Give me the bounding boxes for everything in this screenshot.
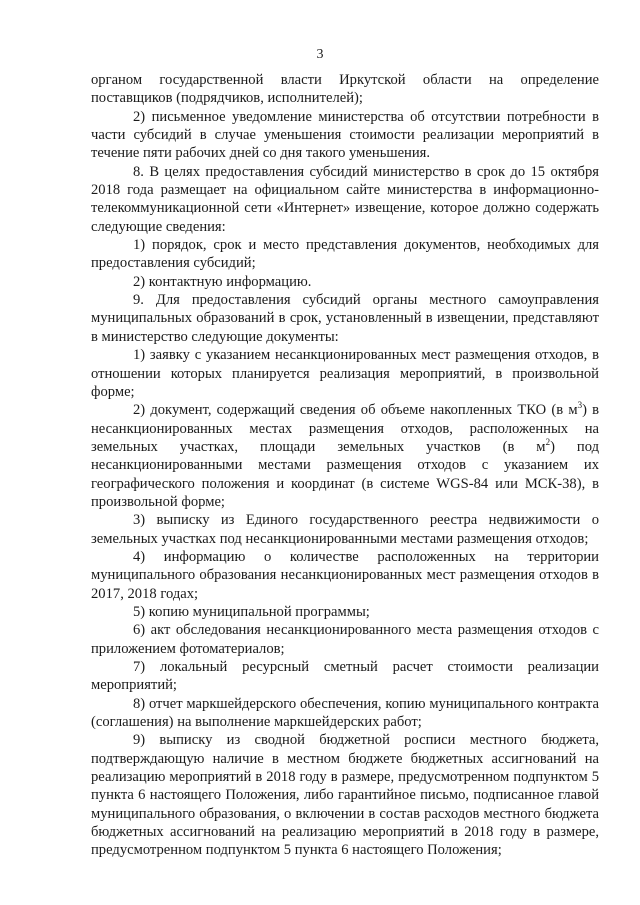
volume-text-part-1: 2) документ, содержащий сведения об объеме накопленных ТКО (в м — [133, 402, 578, 419]
paragraph-item-5-program-copy: 5) копию муниципальной программы; — [133, 603, 370, 620]
paragraph-section-8: 8. В целях предоставления субсидий министерство в срок до 15 октября 2018 года размещает на официальном сайте министерства в информационно-телекоммуникационной сети «Интернет» извещение, которое должно содержать следующие сведения: — [91, 163, 599, 235]
paragraph-continuation: органом государственной власти Иркутской области на определение поставщиков (подрядчиков, исполнителей); — [91, 72, 599, 107]
paragraph-item-4-count-info: 4) информацию о количестве расположенных на территории муниципального образования несанкционированных мест размещения отходов в 2017, 2018 годах; — [91, 548, 599, 602]
paragraph-item-6-inspection-act: 6) акт обследования несанкционированного места размещения отходов с приложением фотоматериалов; — [91, 622, 599, 657]
document-body — [91, 71, 599, 860]
paragraph-item-1-application: 1) заявку с указанием несанкционированных мест размещения отходов, в отношении которых планируется реализация мероприятий, в произвольной форме; — [91, 347, 599, 400]
paragraph-item-1-procedure: 1) порядок, срок и место представления документов, необходимых для предоставления субсидий; — [91, 237, 599, 272]
paragraph-item-2-notification: 2) письменное уведомление министерства об отсутствии потребности в части субсидий в случае уменьшения стоимости реализации мероприятий в течение пяти рабочих дней со дня такого уменьшения. — [91, 108, 599, 162]
paragraph-item-2-volume-document — [91, 401, 599, 511]
paragraph-section-9: 9. Для предоставления субсидий органы местного самоуправления муниципальных образований в срок, установленный в извещении, представляют в министерство следующие документы: — [91, 292, 599, 345]
volume-text-part-3: ) под несанкционированными местами размещения отходов с указанием их географического положения и координат (в системе WGS-84 или МСК-38), в произвольной форме; — [91, 438, 600, 510]
superscript-cubic: 3 — [577, 400, 583, 411]
volume-text-part-2: ) в несанкционированных местах размещения отходов, расположенных на земельных участках, площади земельных участков (в м — [91, 402, 599, 455]
superscript-square: 2 — [545, 437, 551, 448]
paragraph-item-7-cost-estimate: 7) локальный ресурсный сметный расчет стоимости реализации мероприятий; — [91, 659, 599, 694]
page-number: 3 — [316, 47, 324, 62]
paragraph-item-3-registry-extract: 3) выписку из Единого государственного реестра недвижимости о земельных участках под несанкционированными местами размещения отходов; — [91, 512, 599, 547]
paragraph-item-9-budget-extract: 9) выписку из сводной бюджетной росписи местного бюджета, подтверждающую наличие в местном бюджете бюджетных ассигнований на реализацию мероприятий в 2018 году в размере, предусмотренном подпунктом 5 пункта 6 настоящего Положения, либо гарантийное письмо, подписанное главой муниципального образования, о включении в состав расходов местного бюджета бюджетных ассигнований на реализацию мероприятий в 2018 году в размере, предусмотренном подпунктом 5 пункта 6 настоящего Положения; — [91, 732, 599, 859]
paragraph-item-8-survey-report: 8) отчет маркшейдерского обеспечения, копию муниципального контракта (соглашения) на выполнение маркшейдерских работ; — [91, 695, 599, 731]
paragraph-item-2-contacts: 2) контактную информацию. — [133, 273, 312, 290]
